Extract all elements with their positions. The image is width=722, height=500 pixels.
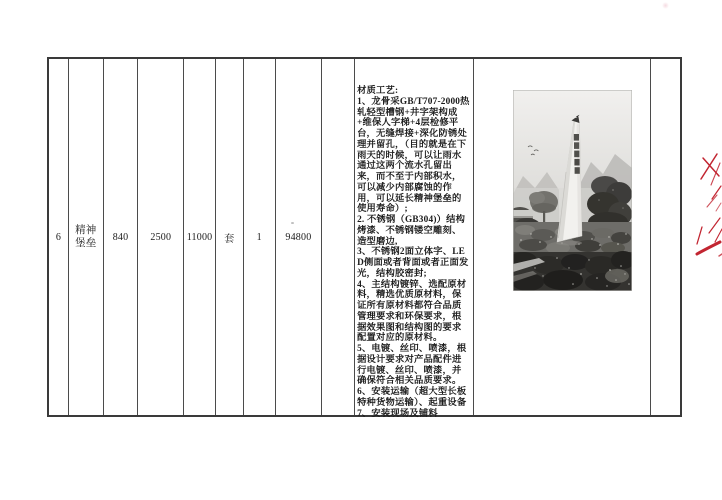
cell-unit [216,59,244,415]
vegetation-foreground [513,251,632,291]
monument-photo [513,90,632,291]
spec-title: 材质工艺: [357,86,399,96]
red-seal-mark [690,145,722,270]
monument-inscription [574,134,580,174]
spec-item-2: 2. 不锈钢（GB304)）结构烤漆、不锈钢镂空雕刻、造型磨边, [357,215,466,247]
item-name: 精神堡垒 [75,224,97,249]
cell-item-number [49,59,69,415]
scan-speck [291,222,294,224]
light-wall [513,210,533,216]
cell-price [276,59,323,415]
dimension-height: 11000 [186,231,213,243]
spec-item-3: 3、不锈钢2面立体字、LED侧面或者背面或者正面发光，结构胶密封; [357,247,469,279]
dimension-depth: 2500 [150,231,172,243]
spec-item-4: 4、主结构镀锌、选配原材料，精选优质原材料，保证所有原材料都符合品质管理要求和环保要求，根据效果图和结构图的要求配置对应的原材料。 [357,279,467,344]
cell-dimension-height [184,59,216,415]
cell-empty-spacer [322,59,355,415]
spec-item-5: 5、电镀、丝印、喷漆，根据设计要求对产品配件进行电镀、丝印、喷漆，并确保符合相关品质要求。 [357,344,467,387]
item-number: 6 [55,231,62,243]
dimension-width: 840 [112,231,129,243]
cell-product-photo [474,59,651,415]
cell-item-name [69,59,104,415]
cell-empty-right [651,59,680,415]
faint-pink-smudge [662,2,669,9]
spec-item-6: 6、安装运输（超大型长板特种货物运输）、起重设备 [357,387,467,408]
quotation-table-row [47,57,682,417]
cell-dimension-width [104,59,139,415]
spec-item-1: 1、龙骨采GB/T707-2000热轧轻型槽钢+井字架构成+维保人字梯+4层检修平台，无缝焊接+深化防锈处理并留孔，（目的就是在下雨天的时候，可以让雨水通过这两个流水孔留出来，而不至于内部积水，可以减少内部腐蚀的作用，可以延长精神堡垒的使用寿命）; [357,96,470,215]
cell-process-description [355,59,474,419]
cell-dimension-depth [138,59,184,415]
price: 94800 [285,231,312,243]
unit: 套 [224,233,235,245]
quantity: 1 [256,231,262,243]
spec-item-7: 7、安装现场及铺料 [357,408,438,419]
cell-quantity [244,59,276,415]
